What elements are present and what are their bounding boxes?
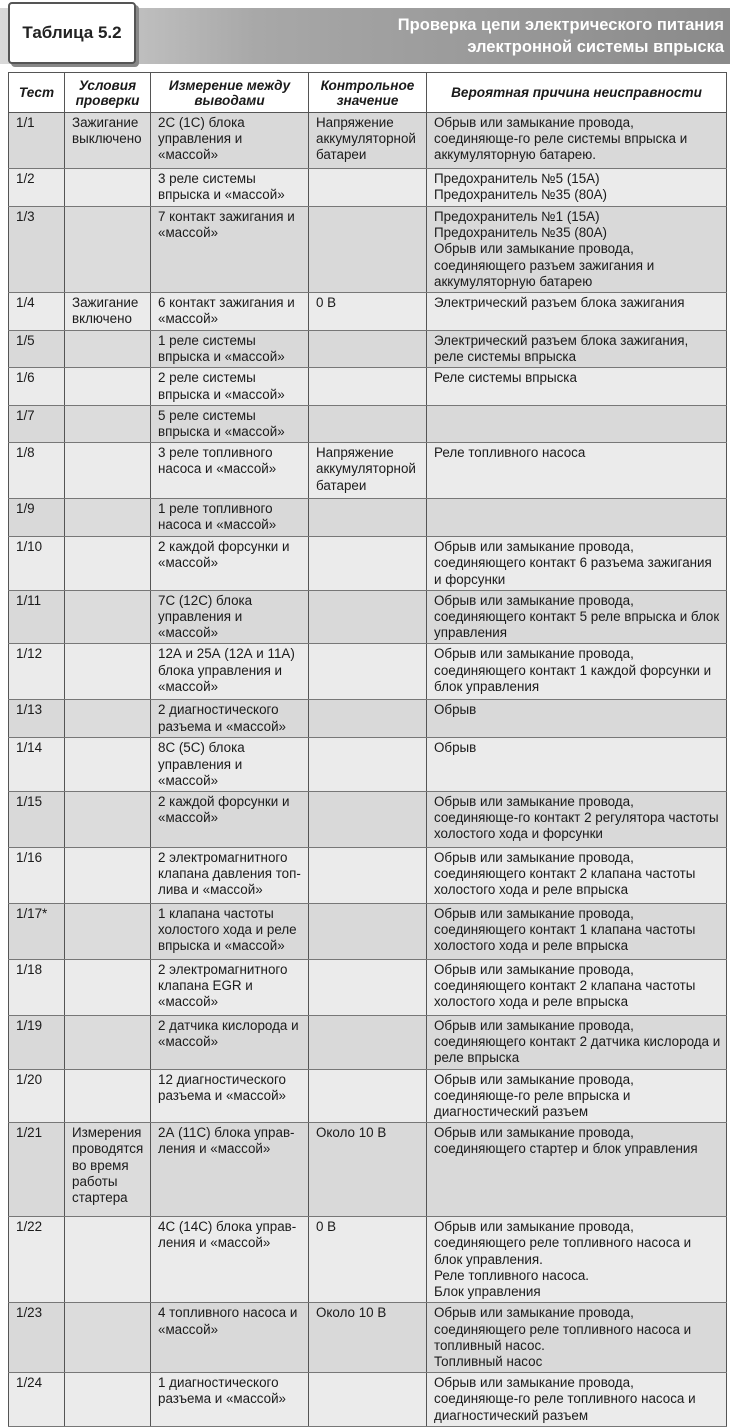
cell-control-value [309,368,427,405]
table-row [9,1016,727,1070]
cell-control-value [309,904,427,960]
cell-probable-cause: Обрыв или замыкание провода, соединяющего стартер и блок управления [427,1123,727,1217]
table-row [9,644,727,700]
cell-measurement: 1 реле топливного насоса и «массой» [151,499,309,537]
cell-control-value: Напряжение аккумуляторной батареи [309,443,427,499]
cell-probable-cause: Обрыв [427,700,727,738]
cell-probable-cause: Предохранитель №1 (15А) Предохранитель №35 (80А) Обрыв или замыкание провода, соединяющего разъем зажигания и аккумуляторную батарею [427,207,727,293]
table-title-line-1: Проверка цепи электрического питания [397,16,724,34]
cell-probable-cause: Реле системы впрыска [427,368,727,405]
cell-conditions: Зажигание выключено [65,113,151,169]
cell-control-value [309,960,427,1016]
cell-conditions: Зажигание включено [65,293,151,331]
cell-test: 1/6 [9,368,65,405]
cell-measurement: 3 реле топливного насоса и «массой» [151,443,309,499]
table-header-row [9,73,727,113]
cell-conditions [65,1217,151,1303]
col-header-control-value: Контрольное значение [309,73,427,113]
cell-measurement: 7 контакт зажигания и «массой» [151,207,309,293]
cell-control-value [309,405,427,442]
cell-test: 1/2 [9,169,65,207]
table-row [9,1303,727,1373]
cell-conditions [65,207,151,293]
cell-probable-cause: Обрыв [427,738,727,792]
cell-conditions [65,792,151,848]
cell-probable-cause [427,405,727,442]
cell-probable-cause: Обрыв или замыкание провода, соединяющего реле топливного насоса и блок управления. Реле топливного насоса. Блок управления [427,1217,727,1303]
table-row [9,537,727,591]
table-row [9,960,727,1016]
cell-measurement: 2А (11С) блока управ-ления и «массой» [151,1123,309,1217]
cell-test: 1/9 [9,499,65,537]
cell-test: 1/24 [9,1373,65,1427]
cell-probable-cause: Обрыв или замыкание провода, соединяющего контакт 6 разъема зажигания и форсунки [427,537,727,591]
cell-test: 1/5 [9,331,65,368]
table-row [9,499,727,537]
cell-test: 1/4 [9,293,65,331]
table-row [9,700,727,738]
cell-conditions [65,738,151,792]
cell-measurement: 12 диагностического разъема и «массой» [151,1069,309,1123]
cell-measurement: 2 каждой форсунки и «массой» [151,792,309,848]
cell-measurement: 12А и 25А (12А и 11А) блока управления и «массой» [151,644,309,700]
cell-measurement: 2 электромагнитного клапана давления топ-лива и «массой» [151,848,309,904]
cell-probable-cause: Обрыв или замыкание провода, соединяюще-го реле впрыска и диагностический разъем [427,1069,727,1123]
cell-control-value [309,848,427,904]
cell-measurement: 6 контакт зажигания и «массой» [151,293,309,331]
cell-measurement: 4С (14С) блока управ-ления и «массой» [151,1217,309,1303]
cell-conditions [65,1303,151,1373]
cell-control-value [309,700,427,738]
cell-conditions [65,904,151,960]
cell-control-value [309,644,427,700]
cell-conditions [65,405,151,442]
table-row [9,207,727,293]
table-row [9,904,727,960]
cell-measurement: 1 клапана частоты холостого хода и реле впрыска и «массой» [151,904,309,960]
table-row [9,1069,727,1123]
table-title-line-2: электронной системы впрыска [467,38,724,56]
cell-test: 1/14 [9,738,65,792]
cell-measurement: 4 топливного насоса и «массой» [151,1303,309,1373]
cell-test: 1/22 [9,1217,65,1303]
cell-control-value [309,499,427,537]
cell-probable-cause: Обрыв или замыкание провода, соединяющего контакт 2 датчика кислорода и реле впрыска [427,1016,727,1070]
cell-test: 1/19 [9,1016,65,1070]
table-row [9,113,727,169]
cell-conditions: Измерения проводятся во время работы стартера [65,1123,151,1217]
cell-test: 1/11 [9,590,65,644]
cell-probable-cause: Обрыв или замыкание провода, соединяющего контакт 1 клапана частоты холостого хода и реле впрыска [427,904,727,960]
cell-test: 1/3 [9,207,65,293]
cell-test: 1/1 [9,113,65,169]
cell-measurement: 8С (5С) блока управления и «массой» [151,738,309,792]
cell-measurement: 2 датчика кислорода и «массой» [151,1016,309,1070]
table-row [9,1123,727,1217]
table-row [9,590,727,644]
cell-probable-cause: Обрыв или замыкание провода, соединяющего контакт 2 клапана частоты холостого хода и реле впрыска [427,848,727,904]
table-row [9,293,727,331]
cell-test: 1/10 [9,537,65,591]
cell-measurement: 2 каждой форсунки и «массой» [151,537,309,591]
cell-measurement: 2 реле системы впрыска и «массой» [151,368,309,405]
cell-control-value [309,537,427,591]
cell-measurement: 2 электромагнитного клапана EGR и «массой» [151,960,309,1016]
cell-control-value [309,738,427,792]
cell-measurement: 3 реле системы впрыска и «массой» [151,169,309,207]
cell-conditions [65,700,151,738]
diagnostic-table [8,72,727,1427]
cell-conditions [65,499,151,537]
table-body [9,113,727,1427]
cell-test: 1/21 [9,1123,65,1217]
cell-conditions [65,1373,151,1427]
col-header-test: Тест [9,73,65,113]
cell-probable-cause: Обрыв или замыкание провода, соединяющего реле топливного насоса и топливный насос. Топливный насос [427,1303,727,1373]
cell-probable-cause: Реле топливного насоса [427,443,727,499]
cell-probable-cause: Электрический разъем блока зажигания [427,293,727,331]
cell-control-value [309,590,427,644]
col-header-measurement: Измерение между выводами [151,73,309,113]
cell-probable-cause: Обрыв или замыкание провода, соединяюще-го реле системы впрыска и аккумуляторную батарею. [427,113,727,169]
col-header-probable-cause: Вероятная причина неисправности [427,73,727,113]
cell-control-value [309,1373,427,1427]
table-number-label: Таблица 5.2 [8,2,136,64]
cell-test: 1/16 [9,848,65,904]
cell-probable-cause: Электрический разъем блока зажигания, реле системы впрыска [427,331,727,368]
cell-test: 1/18 [9,960,65,1016]
cell-test: 1/20 [9,1069,65,1123]
cell-control-value: 0 В [309,1217,427,1303]
cell-conditions [65,644,151,700]
table-row [9,1373,727,1427]
cell-conditions [65,590,151,644]
table-row [9,738,727,792]
cell-measurement: 2С (1С) блока управления и «массой» [151,113,309,169]
table-row [9,331,727,368]
cell-control-value [309,1016,427,1070]
cell-probable-cause: Обрыв или замыкание провода, соединяюще-го реле топливного насоса и диагностический разъем [427,1373,727,1427]
table-row [9,792,727,848]
cell-conditions [65,368,151,405]
cell-conditions [65,169,151,207]
cell-test: 1/7 [9,405,65,442]
cell-test: 1/13 [9,700,65,738]
table-row [9,405,727,442]
cell-probable-cause: Обрыв или замыкание провода, соединяющего контакт 5 реле впрыска и блок управления [427,590,727,644]
cell-measurement: 1 диагностического разъема и «массой» [151,1373,309,1427]
cell-test: 1/8 [9,443,65,499]
cell-test: 1/12 [9,644,65,700]
cell-probable-cause: Обрыв или замыкание провода, соединяюще-го контакт 2 регулятора частоты холостого хода и форсунки [427,792,727,848]
table-title [398,14,724,58]
cell-measurement: 1 реле системы впрыска и «массой» [151,331,309,368]
table-row [9,848,727,904]
table-row [9,443,727,499]
cell-control-value [309,169,427,207]
cell-control-value [309,331,427,368]
cell-probable-cause: Обрыв или замыкание провода, соединяющего контакт 2 клапана частоты холостого хода и реле впрыска [427,960,727,1016]
table-header-banner [0,0,730,66]
table-row [9,169,727,207]
cell-test: 1/15 [9,792,65,848]
cell-conditions [65,1016,151,1070]
cell-control-value [309,792,427,848]
cell-probable-cause: Предохранитель №5 (15А) Предохранитель №35 (80А) [427,169,727,207]
table-row [9,1217,727,1303]
cell-conditions [65,443,151,499]
cell-conditions [65,537,151,591]
cell-measurement: 7С (12С) блока управления и «массой» [151,590,309,644]
cell-measurement: 2 диагностического разъема и «массой» [151,700,309,738]
cell-conditions [65,960,151,1016]
cell-control-value [309,1069,427,1123]
cell-control-value: Напряжение аккумуляторной батареи [309,113,427,169]
cell-conditions [65,848,151,904]
cell-control-value: Около 10 В [309,1303,427,1373]
table-row [9,368,727,405]
col-header-conditions: Условия проверки [65,73,151,113]
cell-test: 1/23 [9,1303,65,1373]
cell-measurement: 5 реле системы впрыска и «массой» [151,405,309,442]
cell-conditions [65,331,151,368]
cell-control-value: Около 10 В [309,1123,427,1217]
cell-control-value: 0 В [309,293,427,331]
cell-probable-cause: Обрыв или замыкание провода, соединяющего контакт 1 каждой форсунки и блок управления [427,644,727,700]
cell-conditions [65,1069,151,1123]
cell-probable-cause [427,499,727,537]
cell-test: 1/17* [9,904,65,960]
cell-control-value [309,207,427,293]
